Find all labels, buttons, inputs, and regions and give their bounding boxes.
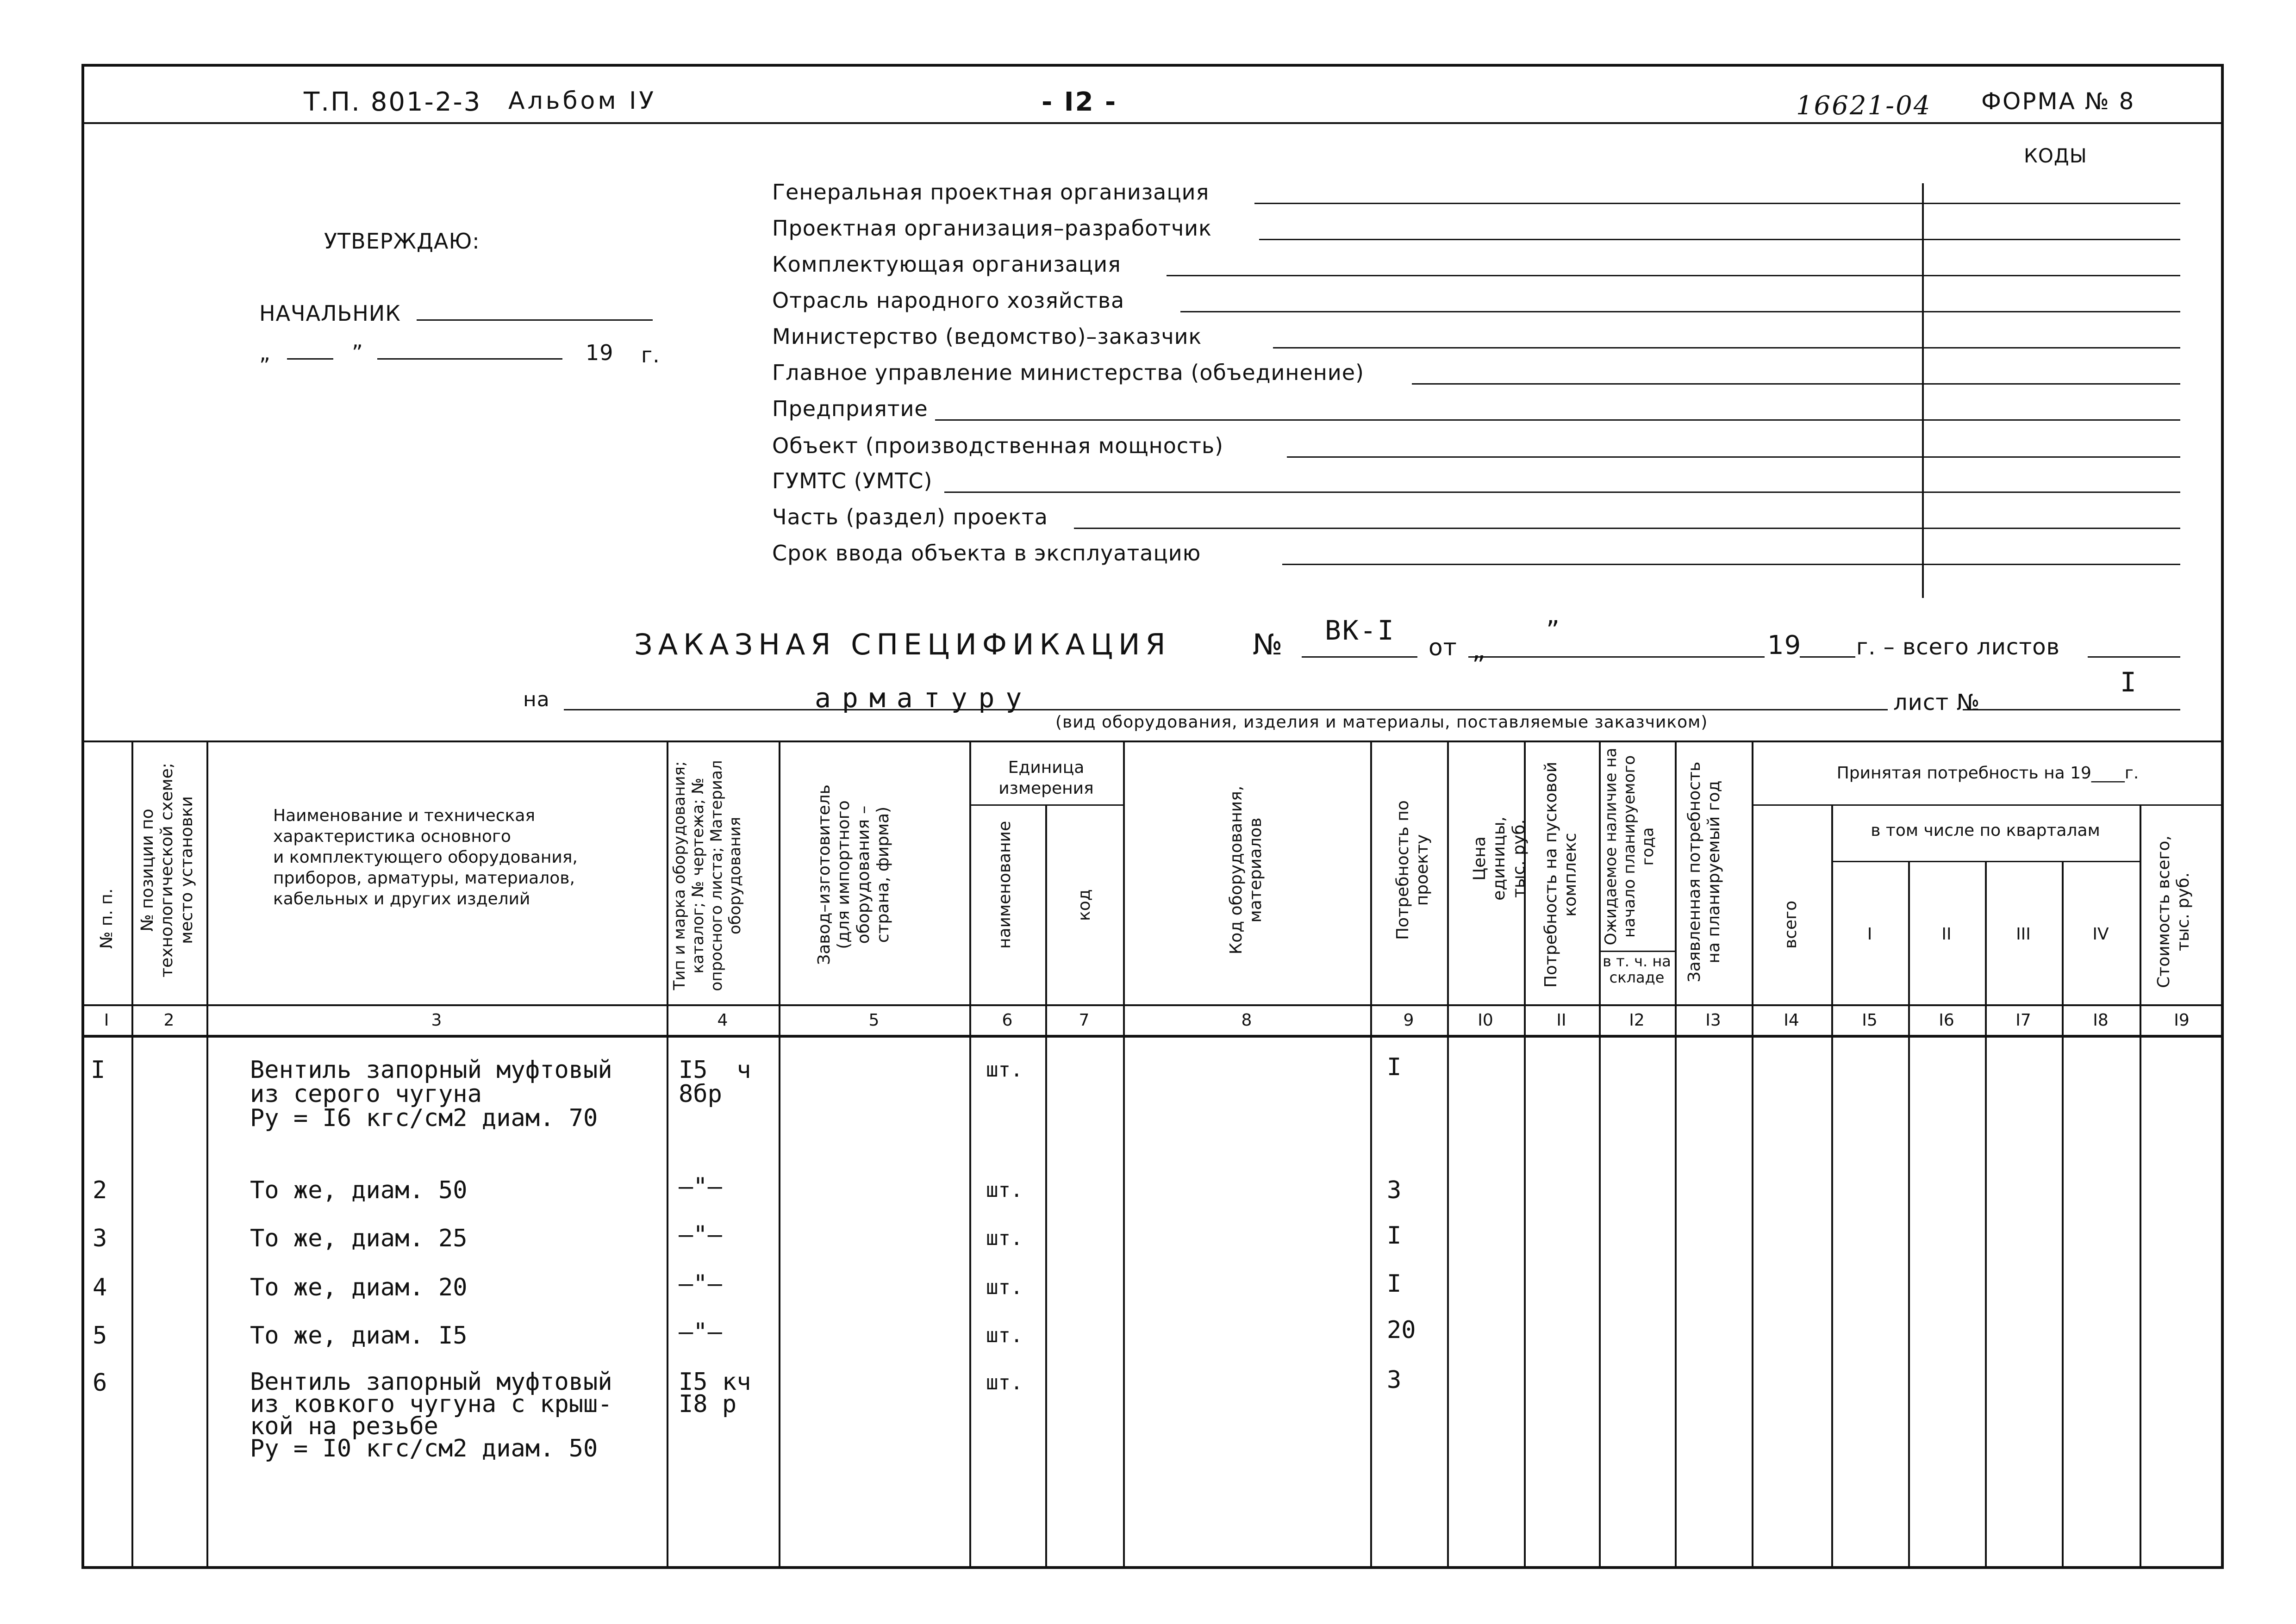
col-div-6 [1045, 804, 1047, 1566]
row-qty: I [1387, 1222, 1402, 1250]
col-header-3-line: и комплектующего оборудования, [273, 848, 578, 867]
c12-sub-divider [1599, 951, 1675, 952]
row-type-line: 8бр [679, 1080, 722, 1108]
spec-year: 19 [1767, 630, 1802, 660]
row-name-line: из ковкого чугуна с крыш- [250, 1390, 612, 1418]
spec-on-line [564, 709, 1888, 710]
col-header-3-line: приборов, арматуры, материалов, [273, 869, 575, 888]
accepted-group-divider [1752, 804, 2224, 806]
col-num: I4 [1784, 1011, 1799, 1030]
row-number: 6 [93, 1369, 107, 1397]
page-number: - I2 - [1042, 87, 1117, 117]
row-name-line: Ру = I0 кгс/см2 диам. 50 [250, 1435, 598, 1462]
col-header-12-sub: в т. ч. на складе [1603, 952, 1671, 987]
col-num: I7 [2015, 1011, 2031, 1030]
accepted-group-header: Принятая потребность на 19____г. [1836, 764, 2139, 783]
row-number: 5 [93, 1322, 107, 1350]
doc-ref: Т.П. 801-2-3 [304, 87, 482, 117]
table-number-row-bottom [81, 1035, 2224, 1038]
col-header-10: Цена единицы, тыс. руб. [1470, 816, 1529, 901]
spec-sheet-label: лист № [1893, 690, 1980, 716]
unit-group-divider [969, 804, 1123, 806]
col-div-5 [969, 740, 971, 1566]
inventory-number: 16621-04 [1796, 91, 1932, 121]
org-branch: Отрасль народного хозяйства [772, 288, 1125, 313]
row-name-line: То же, диам. I5 [250, 1322, 468, 1350]
spec-total-line [2088, 656, 2180, 658]
row-type-line: I8 р [679, 1390, 737, 1418]
row-name-line: То же, диам. 25 [250, 1225, 468, 1252]
col-header-11: Потребность на пусковой комплекс [1541, 761, 1580, 988]
col-header-3-line: характеристика основного [273, 827, 511, 846]
row-unit: шт. [986, 1058, 1023, 1082]
col-num: I5 [1862, 1011, 1878, 1030]
col-div-13 [1752, 740, 1753, 1566]
row-type-line: I5 кч [679, 1368, 751, 1396]
col-num: I2 [1629, 1011, 1645, 1030]
spec-no-line [1302, 656, 1417, 658]
spec-no-label: № [1253, 628, 1284, 661]
row-qty: 3 [1387, 1366, 1402, 1394]
spec-quote-2: ” [1472, 651, 1486, 681]
org-line [1287, 456, 2180, 458]
row-name-line: Ру = I6 кгс/см2 диам. 70 [250, 1104, 598, 1132]
row-name-line: Вентиль запорный муфтовый [250, 1056, 612, 1084]
col-num: 2 [163, 1011, 175, 1030]
chief-label: НАЧАЛЬНИК [259, 301, 401, 326]
col-num: I0 [1478, 1011, 1493, 1030]
col-num: I3 [1705, 1011, 1721, 1030]
row-number: 3 [93, 1225, 107, 1252]
col-header-3 [273, 805, 578, 909]
row-type-line: –"– [679, 1270, 722, 1298]
col-num: 5 [868, 1011, 880, 1030]
row-name-line: То же, диам. 20 [250, 1274, 468, 1301]
col-div-2 [206, 740, 208, 1566]
row-number: 4 [93, 1274, 107, 1301]
row-type-line: –"– [679, 1221, 722, 1249]
col-header-1: № п. п. [97, 888, 116, 949]
org-main-dept: Главное управление министерства (объединение) [772, 360, 1365, 385]
col-header-19: Стоимость всего, тыс. руб. [2154, 835, 2193, 988]
col-num: I6 [1939, 1011, 1954, 1030]
codes-divider [1922, 183, 1924, 598]
col-header-14: всего [1781, 900, 1800, 949]
org-line [1180, 311, 2180, 312]
row-number: 2 [93, 1176, 107, 1204]
org-deadline: Срок ввода объекта в эксплуатацию [772, 541, 1201, 566]
col-num: 7 [1079, 1011, 1090, 1030]
codes-label: КОДЫ [2024, 144, 2087, 167]
org-line [1259, 239, 2180, 240]
quarter-1-header: I [1867, 925, 1872, 944]
date-month-line [377, 358, 562, 360]
table-header-bottom [81, 1004, 2224, 1006]
col-div-11 [1599, 740, 1601, 1566]
approval-year: 19 [586, 340, 614, 365]
row-unit: шт. [986, 1324, 1023, 1347]
col-num: I [104, 1011, 109, 1030]
row-number: I [91, 1056, 106, 1084]
col-header-7: код [1075, 889, 1094, 921]
chief-signature-line [417, 319, 653, 321]
col-num: 3 [431, 1011, 442, 1030]
quarter-group-divider [1831, 861, 2140, 862]
col-div-12 [1675, 740, 1677, 1566]
col-header-9: Потребность по проекту [1393, 800, 1432, 940]
org-object: Объект (производственная мощность) [772, 433, 1224, 458]
quarter-4-header: IV [2092, 925, 2109, 944]
row-qty: 20 [1387, 1316, 1416, 1344]
col-header-4: Тип и марка оборудования; каталог; № чертежа; № опросного листа; Материал оборудования [670, 760, 745, 991]
org-supplier: Комплектующая организация [772, 252, 1121, 277]
spec-sheet-value: I [2120, 666, 2138, 698]
org-ministry: Министерство (ведомство)–заказчик [772, 324, 1202, 349]
quarter-2-header: II [1941, 925, 1952, 944]
col-num: 4 [717, 1011, 728, 1030]
col-div-14 [1831, 804, 1833, 1566]
date-left-quote: „ [259, 340, 271, 365]
spec-sheet-line [1963, 709, 2180, 710]
col-div-3 [667, 740, 668, 1566]
col-header-13: Заявленная потребность на планируемый год [1685, 761, 1724, 983]
row-name-line: из серого чугуна [250, 1080, 482, 1108]
row-name-line: кой на резьбе [250, 1412, 438, 1440]
col-header-3-line: Наименование и техническая [273, 806, 536, 825]
col-header-2: № позиции по технологической схеме; место установки [138, 763, 196, 977]
org-general-design: Генеральная проектная организация [772, 180, 1210, 205]
org-line [1282, 564, 2180, 565]
quarter-group-header: в том числе по кварталам [1871, 821, 2100, 840]
col-header-8: Код оборудования, материалов [1227, 785, 1266, 955]
col-num: I9 [2174, 1011, 2190, 1030]
form-label: ФОРМА № 8 [1981, 88, 2135, 115]
spec-on-label: на [523, 688, 550, 711]
approve-label: УТВЕРЖДАЮ: [324, 229, 480, 254]
spec-from-label: от [1429, 634, 1457, 661]
org-line [1167, 275, 2180, 276]
spec-quote-1: ” [1546, 616, 1560, 646]
col-header-6: наименование [995, 821, 1014, 949]
row-unit: шт. [986, 1276, 1023, 1299]
col-div-4 [779, 740, 780, 1566]
col-div-18 [2140, 804, 2141, 1566]
album-label: Альбом IУ [508, 87, 657, 115]
spec-year-line [1800, 656, 1855, 658]
row-qty: 3 [1387, 1176, 1402, 1204]
col-div-16 [1985, 861, 1987, 1566]
col-div-1 [131, 740, 133, 1566]
org-line [944, 492, 2180, 493]
date-mid-quote: ” [352, 340, 363, 365]
approval-year-suffix: г. [641, 342, 660, 367]
unit-group-header: Единица измерения [998, 758, 1094, 798]
org-line [935, 419, 2180, 421]
col-num: 8 [1241, 1011, 1252, 1030]
row-name-line: Вентиль запорный муфтовый [250, 1368, 612, 1396]
header-divider [81, 122, 2224, 124]
row-unit: шт. [986, 1178, 1023, 1202]
col-div-15 [1908, 861, 1910, 1566]
spec-no-value: ВК-I [1325, 615, 1395, 646]
col-div-17 [2062, 861, 2064, 1566]
col-num: 6 [1002, 1011, 1013, 1030]
org-enterprise: Предприятие [772, 396, 928, 421]
row-qty: I [1387, 1270, 1402, 1298]
org-developer: Проектная организация–разработчик [772, 216, 1212, 241]
org-line [1254, 203, 2180, 204]
quarter-3-header: III [2016, 925, 2031, 944]
spec-from-line [1468, 656, 1765, 658]
row-type-line: –"– [679, 1318, 722, 1346]
col-num: II [1556, 1011, 1566, 1030]
col-num: I8 [2093, 1011, 2109, 1030]
org-line [1273, 347, 2180, 348]
org-gumts: ГУМТС (УМТС) [772, 468, 933, 493]
col-div-7 [1123, 740, 1125, 1566]
col-header-12: Ожидаемое наличие на начало планируемого года [1602, 747, 1658, 946]
row-unit: шт. [986, 1226, 1023, 1250]
col-div-8 [1370, 740, 1372, 1566]
row-name-line: То же, диам. 50 [250, 1176, 468, 1204]
col-div-9 [1447, 740, 1449, 1566]
col-header-3-line: кабельных и других изделий [273, 890, 530, 908]
spec-title: ЗАКАЗНАЯ СПЕЦИФИКАЦИЯ [634, 628, 1171, 661]
spec-year-suffix: г. – всего листов [1856, 634, 2060, 660]
org-line [1074, 528, 2180, 529]
org-part: Часть (раздел) проекта [772, 504, 1048, 529]
table-top-border [81, 740, 2224, 742]
row-unit: шт. [986, 1371, 1023, 1394]
row-qty: I [1387, 1053, 1402, 1081]
date-day-line [287, 358, 333, 360]
row-type-line: –"– [679, 1173, 722, 1201]
spec-on-caption: (вид оборудования, изделия и материалы, поставляемые заказчиком) [1055, 713, 1708, 732]
col-num: 9 [1403, 1011, 1414, 1030]
org-line [1412, 383, 2180, 385]
row-type-line: I5 ч [679, 1056, 751, 1084]
col-header-5: Завод–изготовитель (для импортного оборудования –страна, фирма) [815, 784, 893, 965]
spec-on-value: арматуру [815, 682, 1033, 714]
